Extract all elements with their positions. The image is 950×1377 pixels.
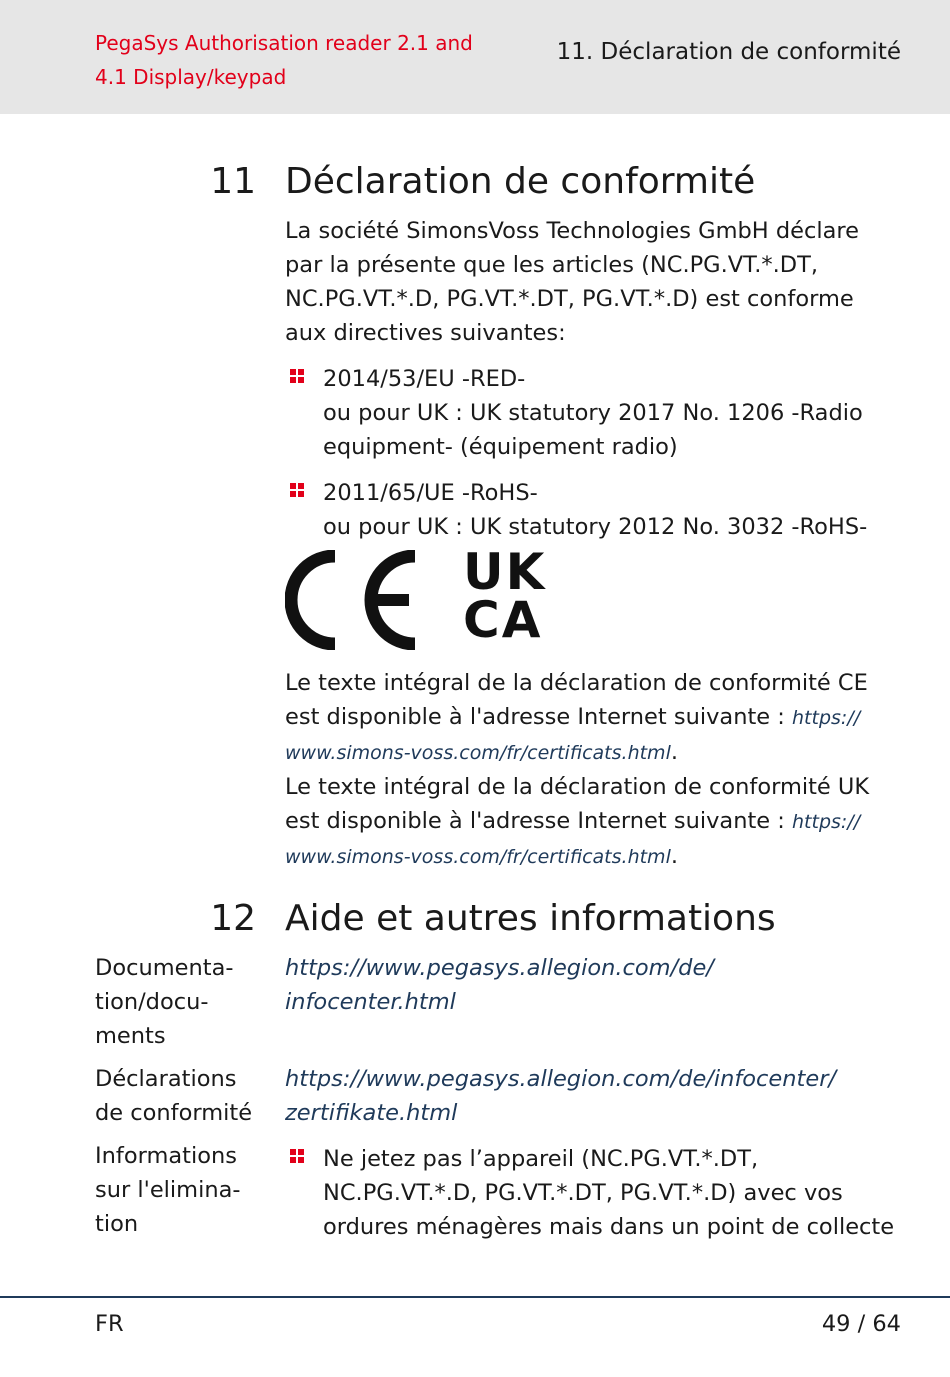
section-11-intro — [285, 214, 895, 350]
label-line: Documenta- — [95, 955, 234, 981]
product-title — [95, 26, 495, 94]
intro-line: par la présente que les articles (NC.PG.VT.*.DT, — [285, 252, 819, 278]
bullet-icon — [290, 1149, 305, 1164]
bullet-icon — [290, 369, 305, 384]
period: . — [670, 843, 679, 869]
label-line: tion — [95, 1211, 139, 1237]
bullet-icon — [290, 483, 305, 498]
product-title-line1: PegaSys Authorisation reader 2.1 and — [95, 31, 473, 55]
bullet-line: ou pour UK : UK statutory 2017 No. 1206 -Radio — [323, 400, 863, 426]
label-line: tion/docu- — [95, 989, 209, 1015]
label-line: sur l'elimina- — [95, 1177, 241, 1203]
label-line: de conformité — [95, 1100, 253, 1126]
section-12-number: 12 — [210, 898, 256, 939]
uk-text-line: Le texte intégral de la déclaration de conformité UK — [285, 774, 870, 800]
section-11-number: 11 — [210, 161, 256, 202]
footer-language: FR — [95, 1311, 124, 1337]
disposal-label — [95, 1139, 265, 1241]
bullet-line: NC.PG.VT.*.D, PG.VT.*.DT, PG.VT.*.D) avec vos — [323, 1180, 843, 1206]
ce-declaration-text — [285, 666, 895, 874]
link-line[interactable]: https://www.pegasys.allegion.com/de/ — [285, 955, 714, 981]
footer-page-number: 49 / 64 — [821, 1311, 901, 1337]
intro-line: NC.PG.VT.*.D, PG.VT.*.DT, PG.VT.*.D) est conforme — [285, 286, 854, 312]
ce-link[interactable]: https:// — [792, 707, 861, 729]
ce-link[interactable]: www.simons-voss.com/fr/certificats.html — [285, 742, 671, 764]
documentation-link[interactable] — [285, 951, 895, 1019]
documentation-label — [95, 951, 265, 1053]
section-12-title: Aide et autres informations — [285, 898, 776, 939]
intro-line: aux directives suivantes: — [285, 320, 566, 346]
ukca-line2: CA — [463, 591, 543, 649]
declarations-label — [95, 1062, 265, 1130]
declarations-link[interactable] — [285, 1062, 895, 1130]
footer-divider — [0, 1296, 950, 1298]
ce-text-line: est disponible à l'adresse Internet suivante : — [285, 704, 785, 730]
bullet-line: ordures ménagères mais dans un point de collecte — [323, 1214, 895, 1240]
label-line: ments — [95, 1023, 166, 1049]
ce-text-line: Le texte intégral de la déclaration de conformité CE — [285, 670, 868, 696]
chapter-title: 11. Déclaration de conformité — [556, 39, 901, 65]
bullet-line: ou pour UK : UK statutory 2012 No. 3032 -RoHS- — [323, 514, 868, 540]
uk-link[interactable]: https:// — [792, 811, 861, 833]
bullet-line: Ne jetez pas l’appareil (NC.PG.VT.*.DT, — [323, 1146, 759, 1172]
intro-line: La société SimonsVoss Technologies GmbH déclare — [285, 218, 859, 244]
label-line: Déclarations — [95, 1066, 237, 1092]
link-line[interactable]: infocenter.html — [285, 989, 456, 1015]
uk-text-line: est disponible à l'adresse Internet suivante : — [285, 808, 785, 834]
link-line[interactable]: https://www.pegasys.allegion.com/de/infocenter/ — [285, 1066, 837, 1092]
ukca-mark-icon — [463, 543, 563, 649]
bullet-line: equipment- (équipement radio) — [323, 434, 678, 460]
ukca-line1: UK — [463, 543, 547, 601]
section-11-title: Déclaration de conformité — [285, 161, 756, 202]
page-header — [0, 0, 950, 114]
link-line[interactable]: zertifikate.html — [285, 1100, 458, 1126]
label-line: Informations — [95, 1143, 237, 1169]
conformity-marks — [285, 543, 585, 650]
bullet-line: 2014/53/EU -RED- — [323, 366, 526, 392]
period: . — [670, 739, 679, 765]
bullet-line: 2011/65/UE -RoHS- — [323, 480, 538, 506]
uk-link[interactable]: www.simons-voss.com/fr/certificats.html — [285, 846, 671, 868]
product-title-line2: 4.1 Display/keypad — [95, 65, 287, 89]
